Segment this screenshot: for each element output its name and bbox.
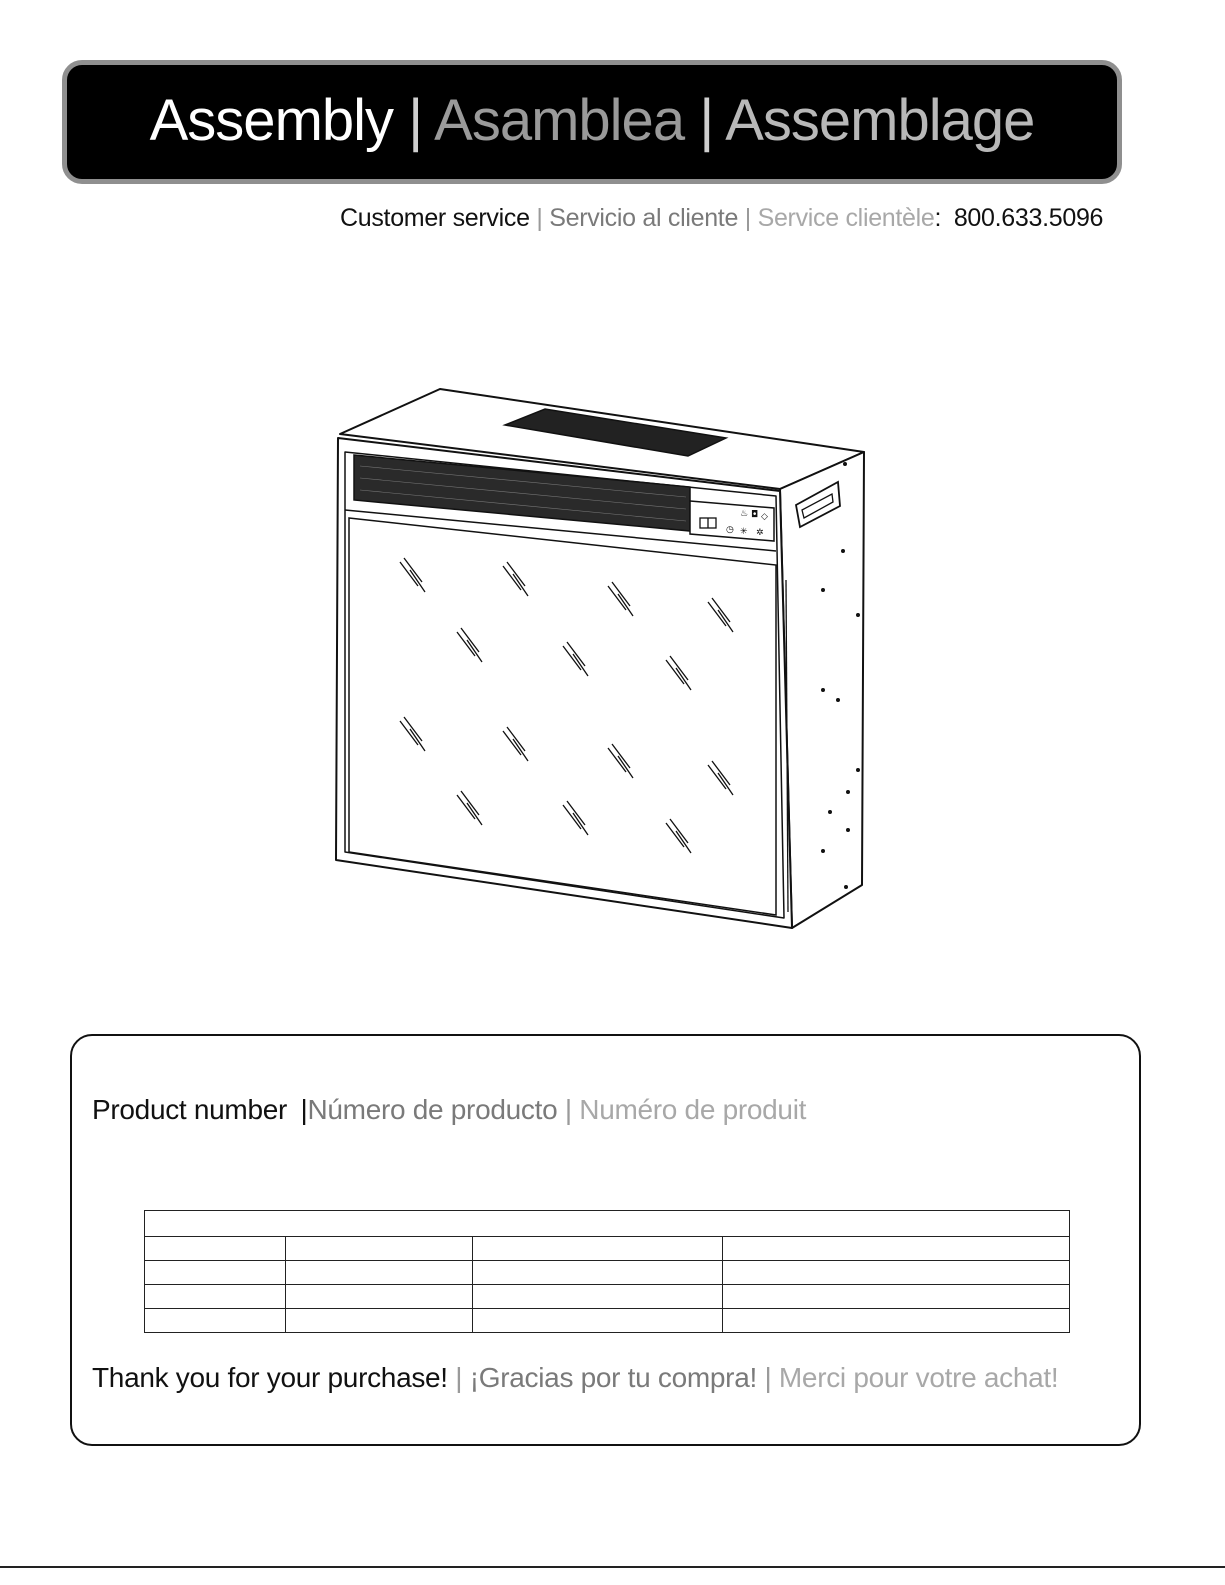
service-separator: | (744, 204, 751, 232)
table-row (145, 1309, 1070, 1333)
service-label-english: Customer service (340, 204, 530, 232)
table-cell (473, 1237, 723, 1261)
light-icon: ◘ (751, 510, 759, 520)
table-header-row (145, 1211, 1070, 1237)
table-cell (145, 1285, 286, 1309)
table-cell (145, 1237, 286, 1261)
service-separator: | (536, 204, 543, 232)
title-spanish: Asamblea (434, 87, 685, 153)
table-cell (286, 1261, 473, 1285)
service-label-french: Service clientèle (757, 204, 935, 232)
table-cell (473, 1285, 723, 1309)
table-cell (723, 1237, 1070, 1261)
service-colon: : (934, 204, 942, 232)
thanks-english: Thank you for your purchase! (92, 1362, 448, 1393)
table-cell (145, 1309, 286, 1333)
table-header-cell (145, 1211, 1070, 1237)
product-number-separator: | (564, 1094, 572, 1125)
table-cell (473, 1309, 723, 1333)
customer-service-line (340, 204, 1110, 233)
table-cell (145, 1261, 286, 1285)
table-row (145, 1285, 1070, 1309)
product-info-box (70, 1034, 1141, 1446)
service-label-spanish: Servicio al cliente (549, 204, 739, 232)
table-cell (473, 1261, 723, 1285)
title-separator: | (699, 87, 714, 153)
table-cell (286, 1237, 473, 1261)
service-phone-number: 800.633.5096 (953, 204, 1104, 232)
snowflake-icon: ✲ (756, 528, 764, 538)
table-cell (723, 1285, 1070, 1309)
table-cell (723, 1261, 1070, 1285)
title-separator: | (408, 87, 423, 153)
table-cell (286, 1309, 473, 1333)
thanks-spanish: ¡Gracias por tu compra! (469, 1362, 757, 1393)
table-cell (723, 1309, 1070, 1333)
product-number-separator: | (300, 1094, 308, 1125)
title-french: Assemblage (725, 87, 1035, 153)
thank-you-line (92, 1362, 1058, 1394)
power-icon: ◇ (761, 512, 768, 522)
timer-icon: ◷ (726, 525, 734, 535)
title-banner (62, 60, 1122, 184)
table-row (145, 1237, 1070, 1261)
product-number-english: Product number (92, 1094, 288, 1125)
flame-icon: ♨ (740, 509, 749, 519)
product-number-spanish: Número de producto (307, 1094, 558, 1125)
product-number-label (92, 1094, 806, 1126)
title-english: Assembly (149, 87, 394, 153)
table-row (145, 1261, 1070, 1285)
banner-title (150, 87, 1035, 154)
fireplace-illustration (320, 380, 880, 940)
thanks-separator: | (764, 1362, 772, 1393)
product-number-french: Numéro de produit (579, 1094, 807, 1125)
table-cell (286, 1285, 473, 1309)
page-bottom-rule (0, 1566, 1225, 1568)
heat-icon: ✳ (740, 527, 748, 537)
product-number-table (144, 1210, 1070, 1333)
thanks-french: Merci pour votre achat! (778, 1362, 1059, 1393)
thanks-separator: | (455, 1362, 463, 1393)
